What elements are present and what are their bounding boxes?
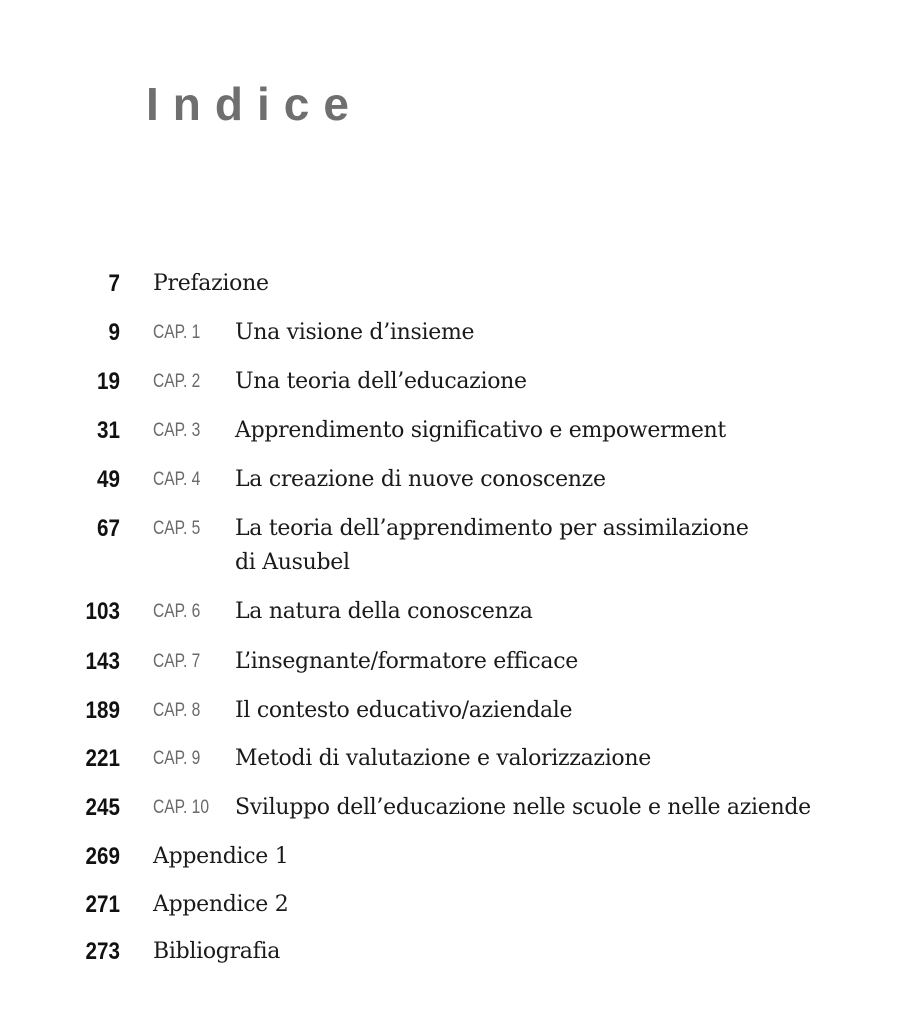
toc-page-number: 7 [108, 270, 120, 297]
toc-chapter-label: CAP. 3 [153, 420, 201, 441]
toc-page-number: 273 [85, 938, 120, 965]
toc-entry-title: La creazione di nuove conoscenze [235, 467, 606, 492]
toc-entry-title: Prefazione [153, 271, 269, 296]
toc-entry-title: Il contesto educativo/aziendale [235, 698, 573, 723]
toc-entry-title: La natura della conoscenza [235, 599, 533, 624]
toc-entry-title: Una teoria dell’educazione [235, 369, 527, 394]
toc-entry-title: Metodi di valutazione e valorizzazione [235, 746, 651, 771]
toc-page-number: 49 [97, 466, 120, 493]
toc-entry-title: Appendice 2 [153, 892, 289, 917]
toc-entry [0, 317, 899, 357]
toc-page-number: 245 [85, 794, 120, 821]
page-title: Indice [146, 78, 363, 130]
toc-entry [0, 936, 899, 976]
toc-entry [0, 792, 899, 832]
toc-entry-title: Apprendimento significativo e empowerment [235, 418, 726, 443]
toc-chapter-label: CAP. 7 [153, 651, 201, 672]
toc-entry-title: Una visione d’insieme [235, 320, 475, 345]
toc-entry-title: Sviluppo dell’educazione nelle scuole e nelle aziende [235, 795, 811, 820]
toc-chapter-label: CAP. 1 [153, 322, 201, 343]
toc-page-number: 67 [97, 515, 120, 542]
toc-entry [0, 415, 899, 455]
toc-entry [0, 513, 899, 585]
toc-page-number: 103 [85, 598, 120, 625]
toc-chapter-label: CAP. 5 [153, 518, 201, 539]
toc-entry-title: L’insegnante/formatore efficace [235, 649, 578, 674]
toc-page-number: 269 [85, 843, 120, 870]
toc-chapter-label: CAP. 4 [153, 469, 201, 490]
toc-page-number: 189 [85, 697, 120, 724]
toc-chapter-label: CAP. 6 [153, 601, 201, 622]
toc-entry-title: La teoria dell’apprendimento per assimilazione [235, 516, 749, 541]
toc-entry [0, 596, 899, 636]
toc-entry [0, 743, 899, 783]
toc-entry [0, 464, 899, 504]
toc-page-number: 31 [97, 417, 120, 444]
toc-chapter-label: CAP. 8 [153, 700, 201, 721]
toc-entry [0, 695, 899, 735]
toc-chapter-label: CAP. 2 [153, 371, 201, 392]
toc-entry [0, 268, 899, 308]
toc-page-number: 19 [97, 368, 120, 395]
toc-page-number: 221 [85, 745, 120, 772]
toc-entry [0, 646, 899, 686]
toc-chapter-label: CAP. 10 [153, 797, 210, 818]
toc-page-number: 9 [108, 319, 120, 346]
toc-entry [0, 841, 899, 881]
toc-page-number: 271 [85, 891, 120, 918]
toc-chapter-label: CAP. 9 [153, 748, 201, 769]
toc-entry-title: Bibliografia [153, 939, 281, 964]
toc-entry-title: Appendice 1 [153, 844, 289, 869]
toc-entry-title-continued: di Ausubel [235, 550, 350, 575]
toc-page-number: 143 [85, 648, 120, 675]
toc-entry [0, 889, 899, 929]
toc-entry [0, 366, 899, 406]
